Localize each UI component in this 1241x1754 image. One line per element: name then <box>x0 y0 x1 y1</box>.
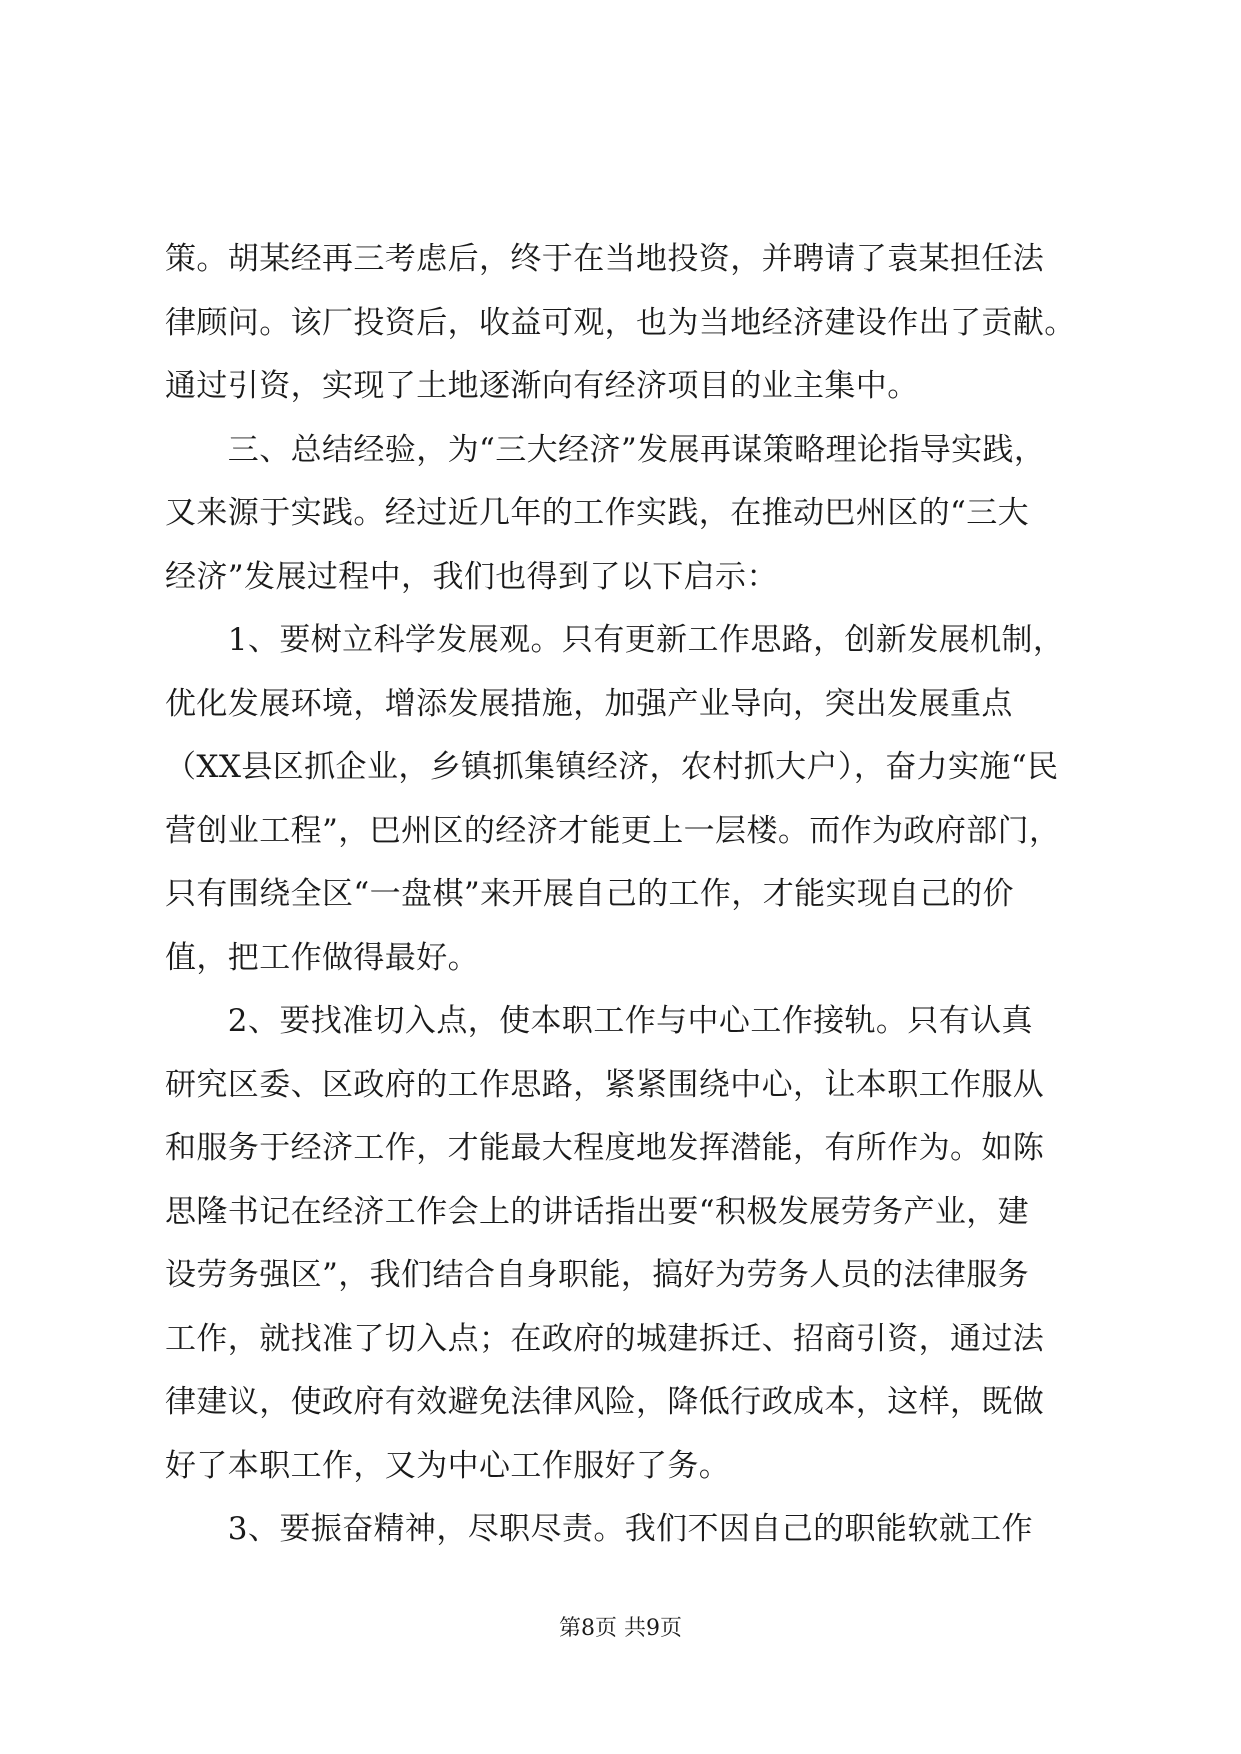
text-line: 3、要振奋精神，尽职尽责。我们不因自己的职能软就工作 <box>165 1511 1033 1547</box>
text-line: 优化发展环境，增添发展措施，加强产业导向，突出发展重点 <box>165 685 1013 722</box>
text-line: 经济”发展过程中，我们也得到了以下启示： <box>165 558 778 595</box>
text-line: 设劳务强区”，我们结合自身职能，搞好为劳务人员的法律服务 <box>165 1257 1030 1293</box>
document-body <box>165 228 1085 1562</box>
text-line: 好了本职工作，又为中心工作服好了务。 <box>165 1447 731 1484</box>
page-number: 第8页 共9页 <box>559 1616 682 1641</box>
text-line: 只有围绕全区“一盘棋”来开展自己的工作，才能实现自己的价 <box>165 876 1014 912</box>
page-footer <box>0 1614 1241 1644</box>
text-line: 研究区委、区政府的工作思路，紧紧围绕中心，让本职工作服从 <box>165 1066 1045 1103</box>
text-line: 营创业工程”，巴州区的经济才能更上一层楼。而作为政府部门， <box>165 812 1061 849</box>
text-line: 策。胡某经再三考虑后，终于在当地投资，并聘请了袁某担任法 <box>165 241 1045 277</box>
text-line: 1、要树立科学发展观。只有更新工作思路，创新发展机制， <box>165 622 1065 658</box>
text-line: 通过引资，实现了土地逐渐向有经济项目的业主集中。 <box>165 368 919 404</box>
text-line: 三、总结经验，为“三大经济”发展再谋策略理论指导实践， <box>165 431 1046 468</box>
text-line: 和服务于经济工作，才能最大程度地发挥潜能，有所作为。如陈 <box>165 1130 1045 1166</box>
text-line: 思隆书记在经济工作会上的讲话指出要“积极发展劳务产业，建 <box>165 1193 1030 1230</box>
text-line: 工作，就找准了切入点；在政府的城建拆迁、招商引资，通过法 <box>165 1320 1045 1357</box>
text-line: 2、要找准切入点，使本职工作与中心工作接轨。只有认真 <box>165 1003 1033 1039</box>
text-line: 律建议，使政府有效避免法律风险，降低行政成本，这样，既做 <box>165 1384 1045 1420</box>
text-line: （XX县区抓企业，乡镇抓集镇经济，农村抓大户），奋力实施“民 <box>165 749 1059 785</box>
text-line: 值，把工作做得最好。 <box>165 939 479 976</box>
text-line: 又来源于实践。经过近几年的工作实践，在推动巴州区的“三大 <box>165 495 1030 531</box>
text-line: 律顾问。该厂投资后，收益可观，也为当地经济建设作出了贡献。 <box>165 304 1076 341</box>
